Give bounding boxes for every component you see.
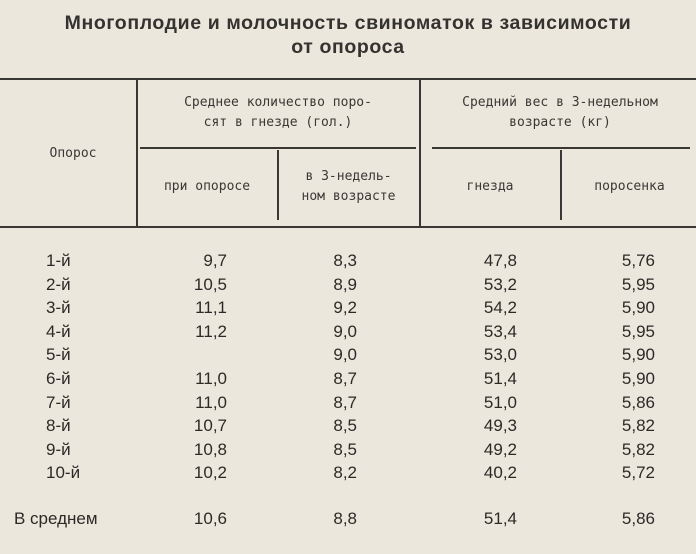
cell-count-at-3-weeks: 9,0 bbox=[333, 345, 357, 365]
average-at-3-weeks: 8,8 bbox=[333, 509, 357, 528]
header-bottom-rule bbox=[0, 226, 696, 228]
cell-piglet-weight: 5,82 bbox=[621, 416, 655, 436]
cell-count-at-3-weeks: 8,7 bbox=[333, 369, 357, 388]
cell-count-at-farrowing: 11,1 bbox=[195, 298, 227, 318]
col-divider-4 bbox=[560, 150, 562, 220]
average-piglet-weight: 5,86 bbox=[621, 509, 655, 528]
cell-oporos: 7-й bbox=[46, 392, 71, 412]
header-at-3-weeks bbox=[280, 167, 417, 207]
cell-count-at-3-weeks: 8,9 bbox=[333, 274, 357, 294]
cell-count-at-3-weeks: 9,2 bbox=[333, 298, 357, 318]
cell-oporos: 6-й bbox=[46, 369, 71, 388]
cell-nest-weight: 53,2 bbox=[483, 274, 517, 294]
title-line-2: от опороса bbox=[291, 36, 405, 58]
cell-count-at-3-weeks: 8,2 bbox=[333, 463, 357, 483]
cell-piglet-weight: 5,86 bbox=[621, 392, 655, 412]
cell-oporos: 3-й bbox=[46, 298, 71, 318]
header-oporos: Опорос bbox=[49, 146, 97, 161]
cell-count-at-farrowing: 10,2 bbox=[193, 463, 227, 483]
cell-oporos: 8-й bbox=[46, 416, 71, 436]
cell-piglet-weight: 5,95 bbox=[621, 274, 655, 294]
header-sub2-line2: ном возрасте bbox=[301, 189, 396, 204]
cell-count-at-farrowing: 10,7 bbox=[193, 416, 227, 436]
cell-count-at-farrowing: 10,5 bbox=[193, 274, 227, 294]
cell-oporos: 5-й bbox=[46, 345, 71, 365]
header-group2-line1: Средний вес в 3-недельном bbox=[462, 95, 658, 110]
cell-oporos: 9-й bbox=[46, 439, 71, 459]
cell-nest-weight: 53,4 bbox=[483, 321, 517, 341]
header-group2-line2: возрасте (кг) bbox=[509, 115, 611, 130]
cell-piglet-weight: 5,76 bbox=[621, 251, 655, 270]
top-rule bbox=[0, 78, 696, 80]
header-at-farrowing: при опоросе bbox=[163, 179, 251, 194]
cell-count-at-farrowing: 10,8 bbox=[193, 439, 227, 459]
cell-nest-weight: 51,0 bbox=[483, 392, 517, 412]
cell-count-at-3-weeks: 8,5 bbox=[333, 416, 357, 436]
cell-piglet-weight: 5,82 bbox=[621, 439, 655, 459]
average-label: В среднем bbox=[14, 509, 98, 528]
cell-count-at-farrowing: 11,2 bbox=[195, 321, 227, 341]
cell-nest-weight: 47,8 bbox=[483, 251, 517, 270]
cell-oporos: 4-й bbox=[46, 321, 71, 341]
cell-oporos: 1-й bbox=[46, 251, 71, 270]
cell-count-at-3-weeks: 8,7 bbox=[333, 392, 357, 412]
group-rule-left bbox=[140, 147, 416, 149]
cell-piglet-weight: 5,90 bbox=[621, 345, 655, 365]
cell-nest-weight: 54,2 bbox=[483, 298, 517, 318]
cell-count-at-farrowing: 9,7 bbox=[203, 251, 227, 270]
col-divider-1 bbox=[136, 80, 138, 226]
average-at-farrowing: 10,6 bbox=[193, 509, 227, 528]
header-sub2-line1: в 3-недель- bbox=[305, 169, 392, 184]
cell-count-at-3-weeks: 8,3 bbox=[333, 251, 357, 270]
group-rule-right bbox=[432, 147, 690, 149]
cell-nest-weight: 49,3 bbox=[483, 416, 517, 436]
col-divider-3 bbox=[419, 80, 421, 226]
average-nest-weight: 51,4 bbox=[483, 509, 517, 528]
cell-piglet-weight: 5,90 bbox=[621, 369, 655, 388]
header-group-weight bbox=[424, 93, 696, 133]
cell-piglet-weight: 5,90 bbox=[621, 298, 655, 318]
header-group1-line2: сят в гнезде (гол.) bbox=[203, 115, 353, 130]
cell-nest-weight: 40,2 bbox=[483, 463, 517, 483]
cell-nest-weight: 53,0 bbox=[483, 345, 517, 365]
header-nest: гнезда bbox=[466, 179, 514, 194]
header-group-piglet-count bbox=[140, 93, 416, 133]
cell-count-at-3-weeks: 8,5 bbox=[333, 439, 357, 459]
cell-count-at-3-weeks: 9,0 bbox=[333, 321, 357, 341]
cell-nest-weight: 49,2 bbox=[483, 439, 517, 459]
cell-nest-weight: 51,4 bbox=[483, 369, 517, 388]
cell-piglet-weight: 5,95 bbox=[621, 321, 655, 341]
header-group1-line1: Среднее количество поро- bbox=[184, 95, 372, 110]
cell-piglet-weight: 5,72 bbox=[621, 463, 655, 483]
cell-oporos: 2-й bbox=[46, 274, 71, 294]
col-divider-2 bbox=[277, 150, 279, 220]
header-piglet: поросенка bbox=[594, 179, 665, 194]
cell-count-at-farrowing: 11,0 bbox=[195, 369, 227, 388]
title-line-1: Многоплодие и молочность свиноматок в зависимости bbox=[64, 12, 632, 34]
cell-oporos: 10-й bbox=[46, 463, 81, 483]
cell-count-at-farrowing: 11,0 bbox=[195, 392, 227, 412]
